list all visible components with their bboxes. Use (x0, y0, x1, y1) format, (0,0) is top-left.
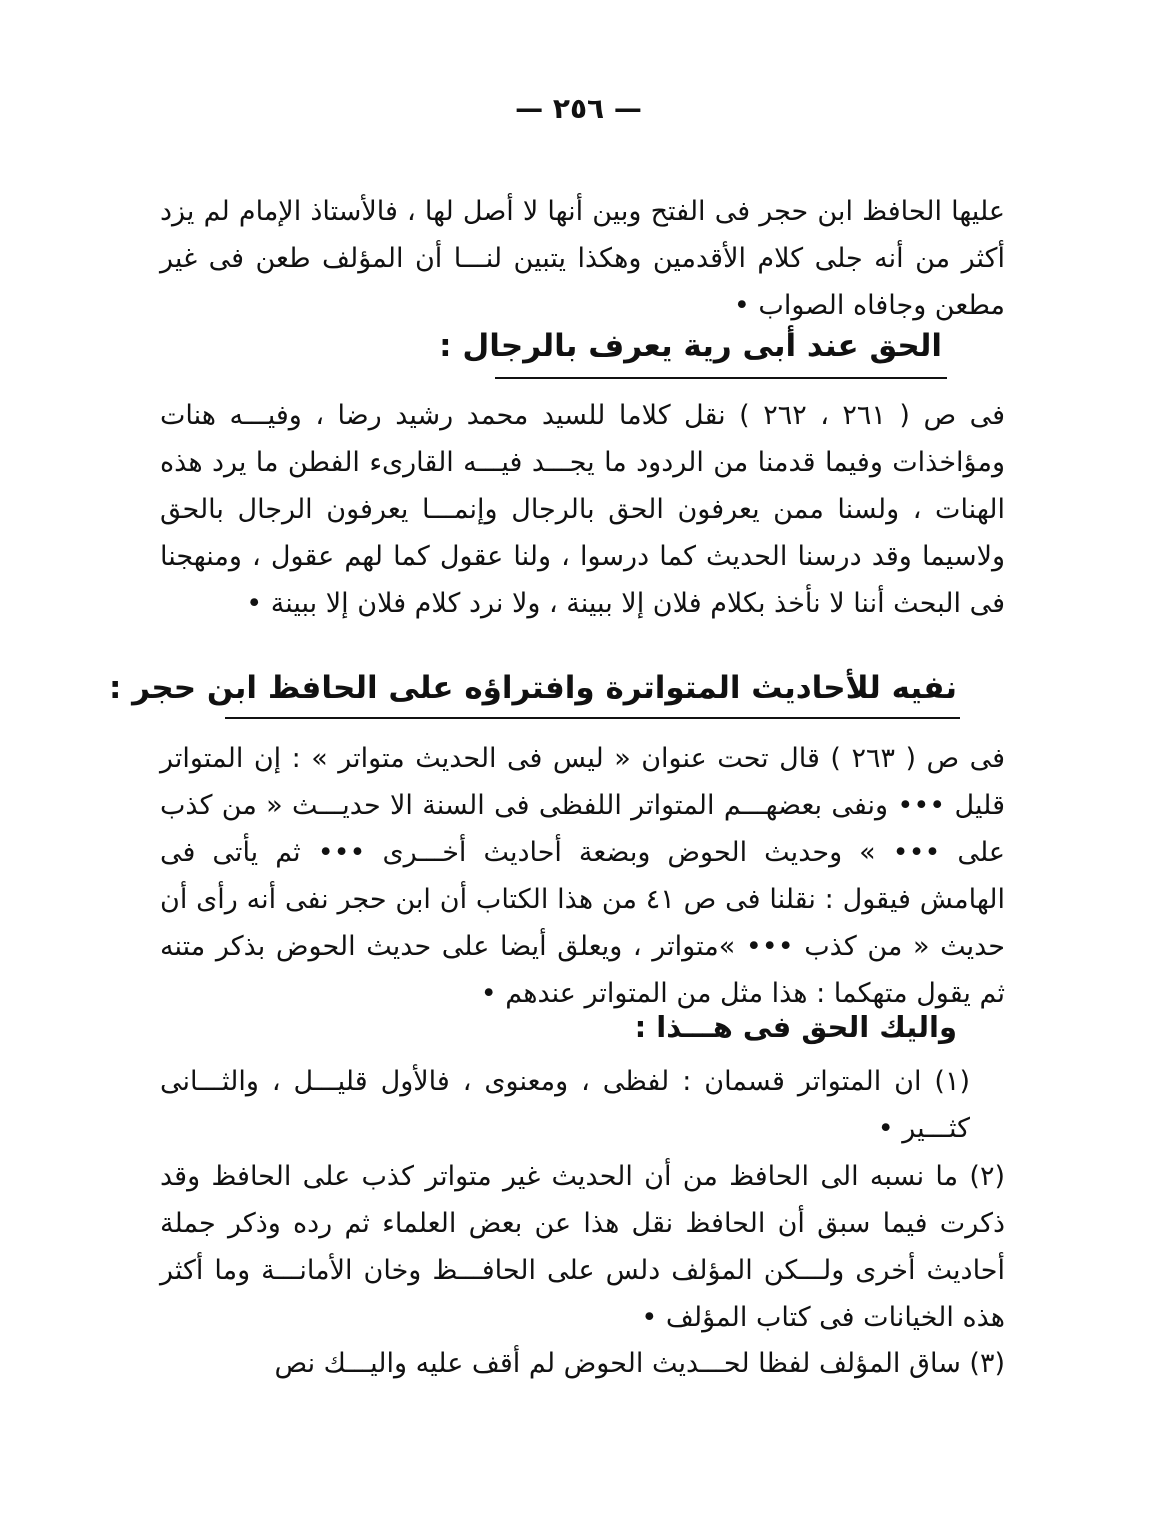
list-item-3: (٣) ساق المؤلف لفظا لحـــديث الحوض لم أقف عليه واليـــك نص (274, 1348, 1005, 1379)
section-1-paragraph: فى ص ( ٢٦١ ، ٢٦٢ ) نقل كلاما للسيد محمد رشيد رضا ، وفيـــه هنات ومؤاخذات وفيما قدمنا من الردود ما يجـــد فيـــه القارىء الفطن ما يرد هذه الهنات ، ولسنا ممن يعرفون الحق بالرجال وإنمـــا يعرفون الرجال بالحق ولاسيما وقد درسنا الحديث كما درسوا ، ولنا عقول كما لهم عقول ، ومنهجنا فى البحث أننا لا نأخذ بكلام فلان إلا ببينة ، ولا نرد كلام فلان إلا ببينة • (160, 400, 1005, 619)
section-heading-2: نفيه للأحاديث المتواترة وافتراؤه على الحافظ ابن حجر : (108, 670, 957, 706)
heading-1-underline (495, 377, 947, 379)
section-2-paragraph: فى ص ( ٢٦٣ ) قال تحت عنوان « ليس فى الحديث متواتر » : إن المتواتر قليل ••• ونفى بعضهـــم المتواتر اللفظى فى السنة الا حديـــث « من كذب على ••• » وحديث الحوض وبضعة أحاديث أخـــرى ••• ثم يأتى فى الهامش فيقول : نقلنا فى ص ٤١ من هذا الكتاب أن ابن حجر نفى أنه رأى أن حديث « من كذب ••• »متواتر ، ويعلق أيضا على حديث الحوض بذكر متنه ثم يقول متهكما : هذا مثل من المتواتر عندهم • (160, 743, 1005, 1009)
list-item-2: (٢) ما نسبه الى الحافظ من أن الحديث غير متواتر كذب على الحافظ وقد ذكرت فيما سبق أن الحافظ نقل هذا عن بعض العلماء ثم رده وذكر جملة أحاديث أخرى ولـــكن المؤلف دلس على الحافـــظ وخان الأمانـــة وما أكثر هذه الخيانات فى كتاب المؤلف • (160, 1161, 1005, 1333)
intro-paragraph: عليها الحافظ ابن حجر فى الفتح وبين أنها لا أصل لها ، فالأستاذ الإمام لم يزد أكثر من أنه جلى كلام الأقدمين وهكذا يتبين لنـــا أن المؤلف طعن فى غير مطعن وجافاه الصواب • (160, 196, 1005, 321)
heading-2-underline (225, 717, 960, 719)
page-number: — ٢٥٦ — (515, 92, 642, 125)
sub-heading: واليك الحق فى هـــذا : (634, 1010, 957, 1044)
list-item-1: (١) ان المتواتر قسمان : لفظى ، ومعنوى ، فالأول قليـــل ، والثـــانى كثـــير • (160, 1066, 970, 1144)
section-heading-1: الحق عند أبى رية يعرف بالرجال : (439, 328, 942, 364)
